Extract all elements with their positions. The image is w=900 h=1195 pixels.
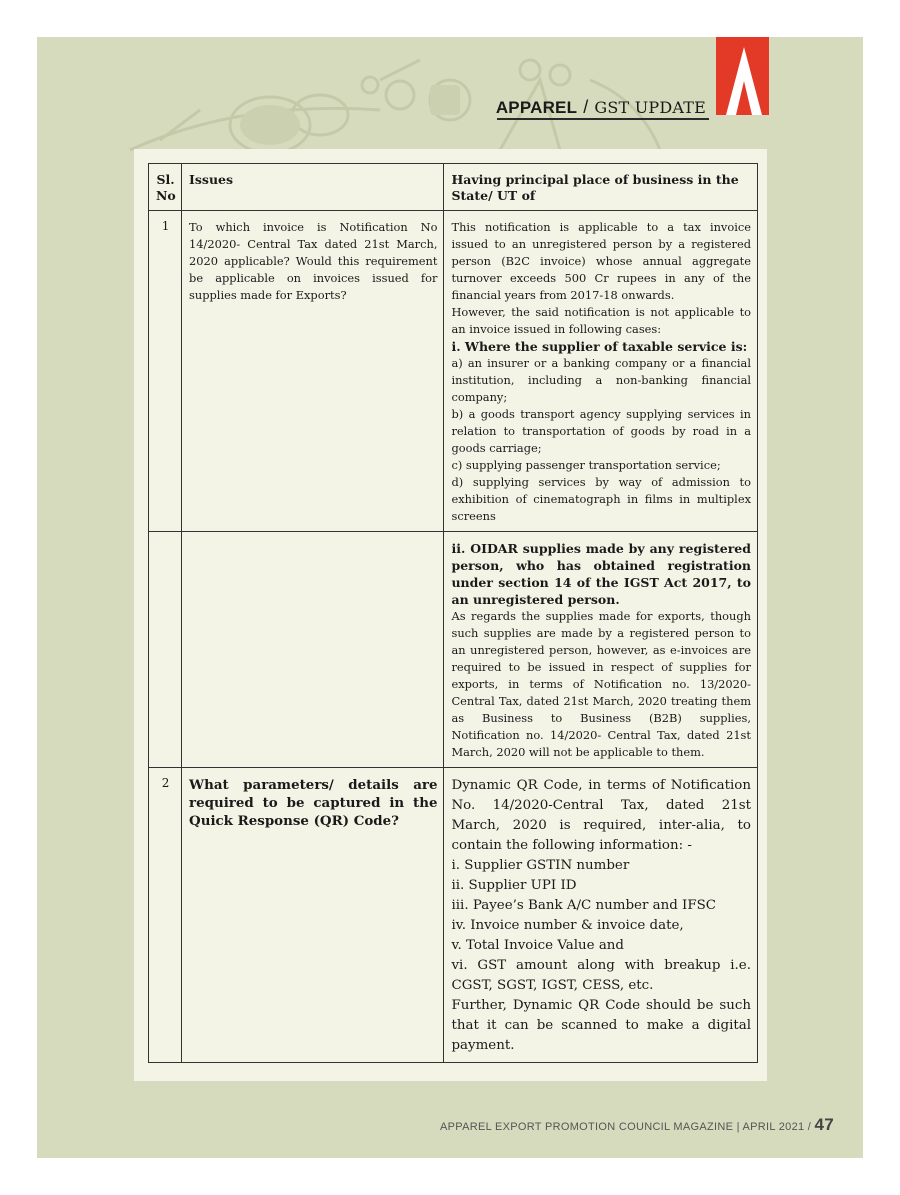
answer-list-item: ii. Supplier UPI ID [451,878,577,893]
answer-list-item: iv. Invoice number & invoice date, [451,918,684,933]
answer-paragraph: As regards the supplies made for exports, though such supplies are made by a registered person to an unregistered person, however, as e-invoices are required to be issued in respect of supplies for exports, in terms of Notification no. 13/2020-Central Tax, dated 21st March, 2020 treating them as Business to Business (B2B) supplies, Notification no. 14/2020- Central Tax, dated 21st March, 2020 will not be applicable to them. [451,609,751,759]
answer-cell [444,532,758,768]
issue-cell: What parameters/ details are required to be captured in the Quick Response (QR) Code? [182,768,444,1063]
answer-cell [444,768,758,1063]
footer-separator: / [807,1121,812,1133]
issue-cell: To which invoice is Notification No 14/2020- Central Tax dated 21st March, 2020 applicable? Would this requirement be applicable on invoices issued for supplies made for Exports? [182,211,444,532]
answer-list-item: iii. Payee’s Bank A/C number and IFSC [451,898,717,913]
answer-paragraph: c) supplying passenger transportation service; [451,458,721,472]
section-name: APPAREL [495,98,578,117]
answer-paragraph: Further, Dynamic QR Code should be such that it can be scanned to make a digital payment. [451,998,751,1053]
table-row [149,768,758,1063]
column-header-answer: Having principal place of business in the State/ UT of [444,164,758,211]
red-a-logo-icon [716,37,769,115]
page-footer [440,1115,834,1135]
header-rule [497,118,709,120]
row-number: 2 [149,768,182,1063]
row-number [149,532,182,768]
logo [716,37,769,115]
page-number: 47 [814,1115,835,1134]
answer-paragraph: a) an insurer or a banking company or a financial institution, including a non-banking financial company; [451,356,751,404]
answer-cell [444,211,758,532]
answer-subheading: i. Where the supplier of taxable service is: [451,339,748,354]
table-row [149,532,758,768]
answer-paragraph: b) a goods transport agency supplying services in relation to transportation of goods by road in a goods carriage; [451,407,751,455]
answer-paragraph: However, the said notification is not applicable to an invoice issued in following cases: [451,305,751,336]
table-row [149,211,758,532]
answer-list-item: i. Supplier GSTIN number [451,858,630,873]
answer-paragraph: This notification is applicable to a tax invoice issued to an unregistered person by a registered person (B2C invoice) whose annual aggregate turnover exceeds 500 Cr rupees in any of the financial years from 2017-18 onwards. [451,220,751,302]
answer-paragraph: Dynamic QR Code, in terms of Notification No. 14/2020-Central Tax, dated 21st March, 2020 is required, inter-alia, to contain the following information: - [451,778,751,853]
column-header-sl: Sl. No [149,164,182,211]
footer-text: APPAREL EXPORT PROMOTION COUNCIL MAGAZINE | APRIL 2021 [440,1121,805,1133]
column-header-issues: Issues [182,164,444,211]
table-header-row [149,164,758,211]
answer-paragraph: d) supplying services by way of admission to exhibition of cinematograph in films in multiplex screens [451,475,751,523]
gst-faq-table [148,163,758,1063]
answer-list-item: v. Total Invoice Value and [451,938,625,953]
answer-subheading: ii. OIDAR supplies made by any registered person, who has obtained registration under section 14 of the IGST Act 2017, to an unregistered person. [451,541,751,607]
section-header [496,97,706,118]
answer-list-item: vi. GST amount along with breakup i.e. CGST, SGST, IGST, CESS, etc. [451,958,751,993]
header-separator: / [583,97,589,117]
section-subtitle: GST UPDATE [594,98,706,117]
row-number: 1 [149,211,182,532]
issue-cell [182,532,444,768]
